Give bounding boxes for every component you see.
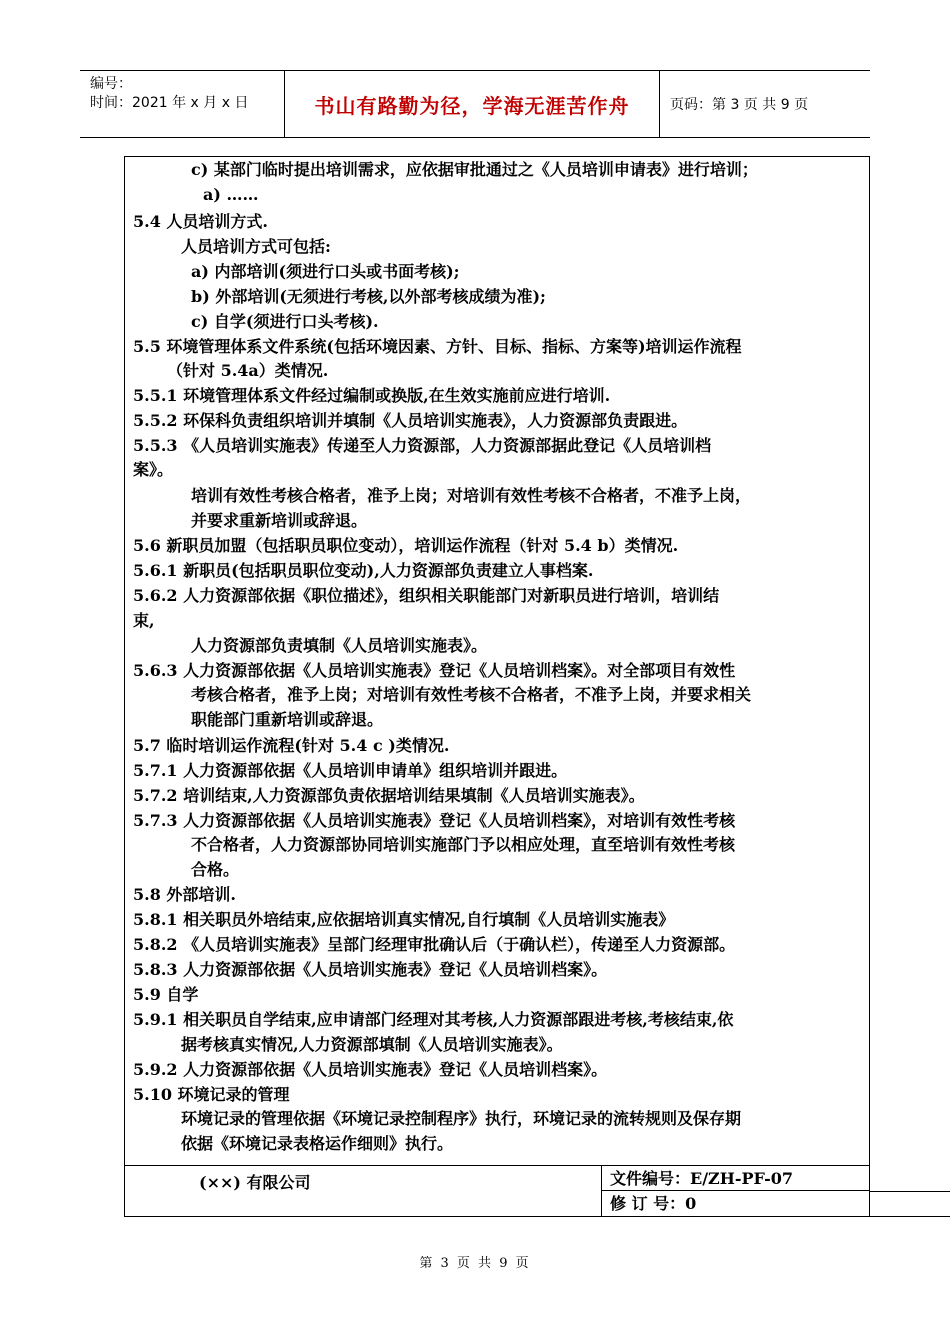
text-line: （针对 5.4a）类情况. — [167, 361, 329, 380]
text-line: a) 内部培训(须进行口头或书面考核); — [191, 262, 460, 281]
text-line: 5.5.3 《人员培训实施表》传递至人力资源部，人力资源部据此登记《人员培训档 — [133, 436, 712, 455]
section-heading: 5.7 临时培训运作流程(针对 5.4 c )类情况. — [133, 736, 450, 755]
text-line: 束, — [133, 611, 155, 630]
text-line: 人力资源部负责填制《人员培训实施表》。 — [191, 636, 488, 655]
divider — [869, 1191, 950, 1192]
motto-text: 书山有路勤为径，学海无涯苦作舟 — [314, 93, 630, 118]
section-heading: 5.5 环境管理体系文件系统(包括环境因素、方针、目标、指标、方案等)培训运作流程 — [133, 337, 742, 356]
text-line: 5.8.1 相关职员外培结束,应依据培训真实情况,自行填制《人员培训实施表》 — [133, 910, 675, 929]
text-line: 不合格者，人力资源部协同培训实施部门予以相应处理，直至培训有效性考核 — [191, 835, 736, 854]
header-motto-cell — [285, 71, 660, 137]
text-line: 5.9.2 人力资源部依据《人员培训实施表》登记《人员培训档案》。 — [133, 1060, 608, 1079]
text-line: 5.8.3 人力资源部依据《人员培训实施表》登记《人员培训档案》。 — [133, 960, 608, 979]
time-label: 时间：2021 年 x 月 x 日 — [90, 95, 249, 111]
text-line: 据考核真实情况,人力资源部填制《人员培训实施表》。 — [181, 1035, 563, 1054]
doc-number: 文件编号：E/ZH-PF-07 — [602, 1166, 870, 1191]
page-number: 第 3 页 共 9 页 — [419, 1256, 531, 1271]
text-line: 5.6.2 人力资源部依据《职位描述》，组织相关职能部门对新职员进行培训，培训结 — [133, 586, 720, 605]
text-line: 5.7.3 人力资源部依据《人员培训实施表》登记《人员培训档案》，对培训有效性考核 — [133, 811, 736, 830]
divider — [869, 1216, 950, 1217]
text-line: 案》。 — [133, 460, 174, 479]
text-line: 人员培训方式可包括: — [181, 237, 331, 256]
text-line: 合格。 — [191, 860, 240, 879]
text-line: 考核合格者，准予上岗；对培训有效性考核不合格者，不准予上岗，并要求相关 — [191, 685, 752, 704]
content-box — [124, 156, 870, 1166]
text-line: 5.5.2 环保科负责组织培训并填制《人员培训实施表》，人力资源部负责跟进。 — [133, 411, 688, 430]
text-line: 5.9.1 相关职员自学结束,应申请部门经理对其考核,人力资源部跟进考核,考核结束,依 — [133, 1010, 734, 1029]
section-heading: 5.4 人员培训方式. — [133, 212, 268, 231]
text-line: c) 自学(须进行口头考核). — [191, 312, 379, 331]
text-line: 培训有效性考核合格者，准予上岗；对培训有效性考核不合格者，不准予上岗， — [191, 486, 752, 505]
revision-number: 修 订 号：0 — [610, 1194, 697, 1213]
text-line: b) 外部培训(无须进行考核,以外部考核成绩为准); — [191, 287, 546, 306]
text-line: 5.7.2 培训结束,人力资源部负责依据培训结果填制《人员培训实施表》。 — [133, 786, 645, 805]
text-line: c) 某部门临时提出培训需求，应依据审批通过之《人员培训申请表》进行培训； — [191, 160, 758, 179]
text-line: 5.8.2 《人员培训实施表》呈部门经理审批确认后（于确认栏），传递至人力资源部。 — [133, 935, 736, 954]
page-info: 页码：第 3 页 共 9 页 — [670, 97, 809, 113]
header-meta-cell — [80, 71, 285, 137]
text-line: 依据《环境记录表格运作细则》执行。 — [181, 1134, 454, 1153]
text-line: 5.7.1 人力资源部依据《人员培训申请单》组织培训并跟进。 — [133, 761, 568, 780]
text-line: 环境记录的管理依据《环境记录控制程序》执行，环境记录的流转规则及保存期 — [181, 1109, 742, 1128]
number-label: 编号： — [90, 76, 132, 92]
text-line: 5.6.1 新职员(包括职员职位变动),人力资源部负责建立人事档案. — [133, 561, 594, 580]
document-header — [80, 70, 870, 138]
text-line: 并要求重新培训或辞退。 — [191, 511, 368, 530]
text-line: 5.5.1 环境管理体系文件经过编制或换版,在生效实施前应进行培训. — [133, 386, 611, 405]
text-line: 职能部门重新培训或辞退。 — [191, 710, 384, 729]
section-heading: 5.9 自学 — [133, 985, 199, 1004]
section-heading: 5.10 环境记录的管理 — [133, 1085, 290, 1104]
doc-info-box — [601, 1166, 870, 1216]
text-line: a) …… — [203, 185, 259, 204]
section-heading: 5.6 新职员加盟（包括职员职位变动），培训运作流程（针对 5.4 b）类情况. — [133, 536, 679, 555]
text-line: 5.6.3 人力资源部依据《人员培训实施表》登记《人员培训档案》。对全部项目有效性 — [133, 661, 736, 680]
document-footer — [124, 1165, 870, 1217]
section-heading: 5.8 外部培训. — [133, 885, 236, 904]
company-name: (××) 有限公司 — [199, 1173, 311, 1192]
